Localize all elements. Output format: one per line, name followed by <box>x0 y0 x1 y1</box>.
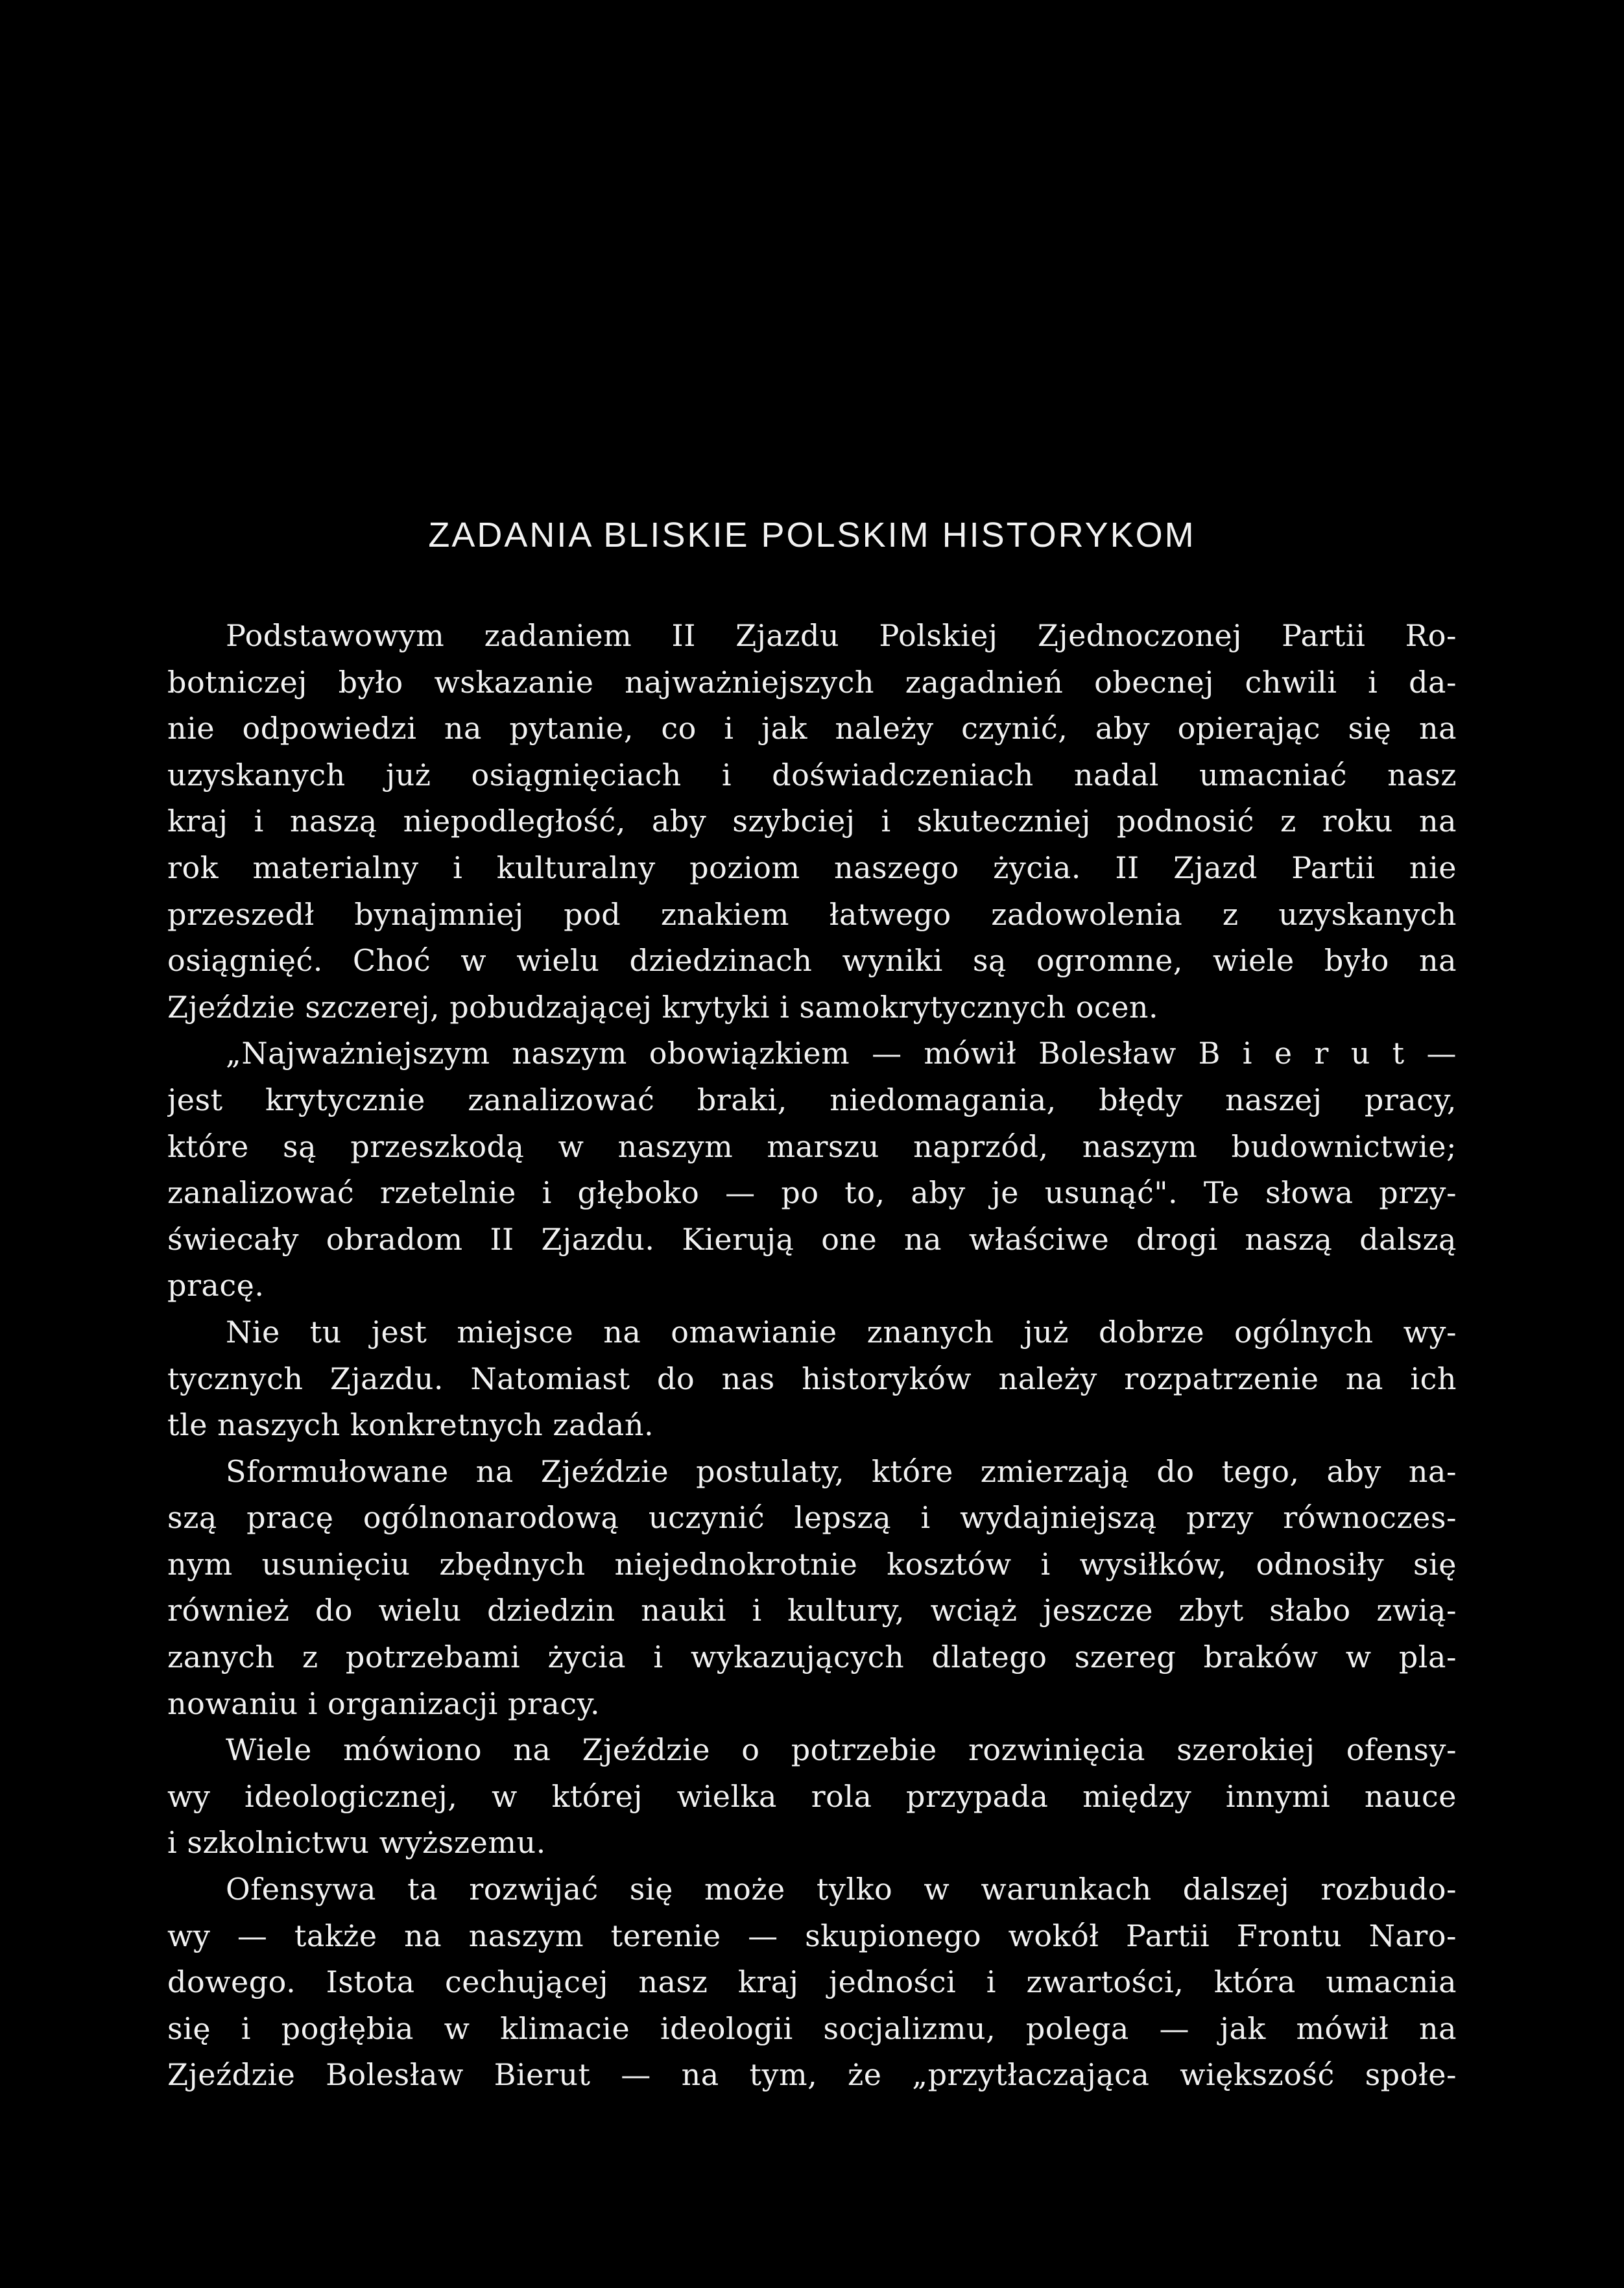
text-line: osiągnięć. Choć w wielu dziedzinach wyniki są ogromne, wiele było na <box>167 943 1457 979</box>
text-line: tycznych Zjazdu. Natomiast do nas historyków należy rozpatrzenie na ich <box>167 1361 1457 1396</box>
text-line: zanalizować rzetelnie i głęboko — po to, aby je usunąć". Te słowa przy- <box>167 1175 1457 1211</box>
text-line: które są przeszkodą w naszym marszu naprzód, naszym budownictwie; <box>167 1128 1457 1164</box>
text-line: się i pogłębia w klimacie ideologii socjalizmu, polega — jak mówił na <box>167 2010 1457 2046</box>
text-line: Sformułowane na Zjeździe postulaty, które zmierzają do tego, aby na- <box>226 1453 1457 1489</box>
text-line: wy — także na naszym terenie — skupionego wokół Partii Frontu Naro- <box>167 1918 1457 1953</box>
text-line: Nie tu jest miejsce na omawianie znanych już dobrze ogólnych wy- <box>226 1314 1457 1350</box>
text-line: „Najważniejszym naszym obowiązkiem — mówił Bolesław B i e r u t — <box>226 1036 1457 1071</box>
text-line: kraj i naszą niepodległość, aby szybciej i skuteczniej podnosić z roku na <box>167 804 1457 839</box>
text-line: uzyskanych już osiągnięciach i doświadczeniach nadal umacniać nasz <box>167 757 1457 792</box>
text-line: świecały obradom II Zjazdu. Kierują one na właściwe drogi naszą dalszą <box>167 1221 1457 1257</box>
text-line: jest krytycznie zanalizować braki, niedomagania, błędy naszej pracy, <box>167 1082 1457 1117</box>
text-line: nowaniu i organizacji pracy. <box>167 1686 601 1721</box>
text-line: Wiele mówiono na Zjeździe o potrzebie rozwinięcia szerokiej ofensy- <box>226 1732 1457 1768</box>
text-line: botniczej było wskazanie najważniejszych zagadnień obecnej chwili i da- <box>167 664 1457 700</box>
text-line: nym usunięciu zbędnych niejednokrotnie kosztów i wysiłków, odnosiły się <box>167 1546 1457 1582</box>
text-line: wy ideologicznej, w której wielka rola przypada między innymi nauce <box>167 1778 1457 1814</box>
text-line: Ofensywa ta rozwijać się może tylko w warunkach dalszej rozbudo- <box>226 1872 1457 1907</box>
text-line: również do wielu dziedzin nauki i kultury, wciąż jeszcze zbyt słabo zwią- <box>167 1593 1457 1628</box>
body-text <box>167 613 1457 2099</box>
text-line: nie odpowiedzi na pytanie, co i jak należy czynić, aby opierając się na <box>167 711 1457 746</box>
text-line: rok materialny i kulturalny poziom naszego życia. II Zjazd Partii nie <box>167 850 1457 885</box>
text-line: pracę. <box>167 1268 265 1304</box>
text-line: szą pracę ogólnonarodową uczynić lepszą i wydajniejszą przy równoczes- <box>167 1500 1457 1536</box>
text-line: Zjeździe Bolesław Bierut — na tym, że „przytłaczająca większość społe- <box>167 2057 1457 2093</box>
text-line: i szkolnictwu wyższemu. <box>167 1825 546 1861</box>
text-line: zanych z potrzebami życia i wykazujących dlatego szereg braków w pla- <box>167 1639 1457 1675</box>
text-line: przeszedł bynajmniej pod znakiem łatwego zadowolenia z uzyskanych <box>167 896 1457 932</box>
text-line: Podstawowym zadaniem II Zjazdu Polskiej Zjednoczonej Partii Ro- <box>226 618 1457 653</box>
text-line: dowego. Istota cechującej nasz kraj jedności i zwartości, która umacnia <box>167 1964 1457 2000</box>
page-title: ZADANIA BLISKIE POLSKIM HISTORYKOM <box>428 516 1196 554</box>
text-line: tle naszych konkretnych zadań. <box>167 1407 654 1443</box>
text-line: Zjeździe szczerej, pobudzającej krytyki i samokrytycznych ocen. <box>167 989 1159 1025</box>
